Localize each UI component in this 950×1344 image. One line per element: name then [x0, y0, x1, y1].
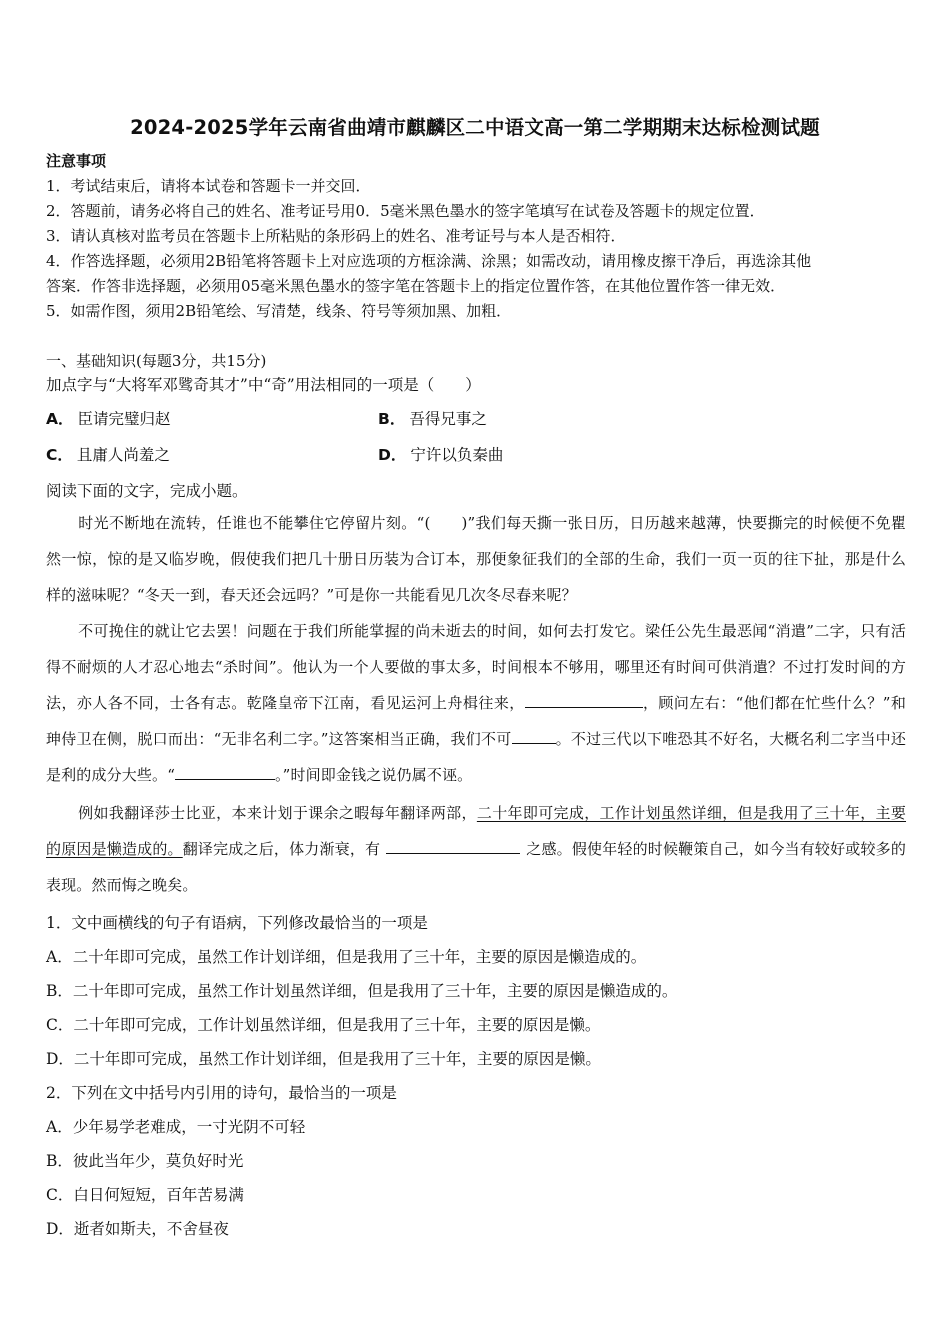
passage-text: 。”时间即金钱之说仍属不诬。 — [275, 766, 473, 784]
fill-blank — [525, 693, 643, 708]
reading-instruction: 阅读下面的文字，完成小题。 — [46, 482, 248, 500]
question-stem: 加点字与“大将军邓骘奇其才”中“奇”用法相同的一项是（ ） — [46, 376, 481, 394]
option-key: A． — [46, 410, 74, 428]
passage-text: 时光不断地在流转，任谁也不能攀住它停留片刻。“( )”我们每天撕一张日历，日历越来越薄，快要撕完的时候便不免瞿然一惊，惊的是又临岁晚，假使我们把几十册日历装为合订本，那便象征我们的全部的生命，我们一页一页的往下扯，那是什么样的滋味呢？“冬天一到，春天还会远吗？”可是你一共能看见几次冬尽春来呢？ — [46, 514, 906, 604]
section-heading: 一、基础知识(每题3分，共15分) — [46, 352, 267, 370]
notice-item: 答案．作答非选择题，必须用05毫米黑色墨水的签字笔在答题卡上的指定位置作答，在其他位置作答一律无效． — [46, 277, 786, 295]
question-2-stem: 2．下列在文中括号内引用的诗句，最恰当的一项是 — [46, 1084, 397, 1102]
option-b — [378, 409, 487, 429]
question-2-option: B．彼此当年少，莫负好时光 — [46, 1152, 244, 1170]
option-text: 且庸人尚羞之 — [76, 446, 170, 464]
question-1-option: D．二十年即可完成，虽然工作计划详细，但是我用了三十年，主要的原因是懒。 — [46, 1050, 601, 1068]
option-text: 吾得兄事之 — [409, 410, 487, 428]
fill-blank — [512, 729, 556, 744]
option-text: 宁许以负秦曲 — [410, 446, 504, 464]
option-text: 臣请完璧归赵 — [77, 410, 171, 428]
question-1-option: B．二十年即可完成，虽然工作计划虽然详细，但是我用了三十年，主要的原因是懒造成的。 — [46, 982, 678, 1000]
notice-item: 4．作答选择题，必须用2B铅笔将答题卡上对应选项的方框涂满、涂黑；如需改动，请用橡皮擦干净后，再选涂其他 — [46, 252, 812, 270]
page-title: 2024-2025学年云南省曲靖市麒麟区二中语文高一第二学期期末达标检测试题 — [130, 116, 820, 139]
notice-heading: 注意事项 — [46, 152, 107, 170]
option-key: B． — [378, 410, 406, 428]
question-2-option: C．白日何短短，百年苦易满 — [46, 1186, 244, 1204]
option-d — [378, 445, 503, 465]
passage-text: 之感。假使年轻的时候鞭策自己，如今当有较好或较多的表现。然而悔之晚矣。 — [46, 840, 906, 894]
option-key: D． — [378, 446, 407, 464]
notice-item: 1．考试结束后，请将本试卷和答题卡一并交回． — [46, 177, 371, 195]
question-2-option: A．少年易学老难成，一寸光阴不可轻 — [46, 1118, 306, 1136]
passage-paragraph-3 — [46, 795, 906, 903]
option-c — [46, 445, 170, 465]
passage-text: ，顾问左右：“他们都在忙些什么？”和珅侍卫在侧，脱口而出：“无非名利二字。”这答案相当正确，我们不可 — [46, 694, 906, 748]
passage-paragraph-1 — [46, 505, 906, 613]
question-1-option: A．二十年即可完成，虽然工作计划详细，但是我用了三十年，主要的原因是懒造成的。 — [46, 948, 647, 966]
passage-text: 不可挽住的就让它去罢！问题在于我们所能掌握的尚未逝去的时间，如何去打发它。梁任公先生最恶闻“消遣”二字，只有活得不耐烦的人才忍心地去“杀时间”。他认为一个人要做的事太多，时间根本不够用，哪里还有时间可供消遣？不过打发时间的方法，亦人各不同，士各有志。乾隆皇帝下江南，看见运河上舟楫往来， — [46, 622, 906, 712]
passage-paragraph-2 — [46, 613, 906, 793]
question-2-option: D．逝者如斯夫，不舍昼夜 — [46, 1220, 229, 1238]
question-1-stem: 1．文中画横线的句子有语病，下列修改最恰当的一项是 — [46, 914, 428, 932]
notice-item: 3．请认真核对监考员在答题卡上所粘贴的条形码上的姓名、准考证号与本人是否相符． — [46, 227, 626, 245]
notice-item: 5．如需作图，须用2B铅笔绘、写清楚，线条、符号等须加黑、加粗． — [46, 302, 512, 320]
notice-item: 2．答题前，请务必将自己的姓名、准考证号用0．5毫米黑色墨水的签字笔填写在试卷及答题卡的规定位置． — [46, 202, 765, 220]
passage-text: 翻译完成之后，体力渐衰，有 — [182, 840, 381, 858]
fill-blank — [175, 765, 275, 780]
underlined-sentence: 二十年即可完成，工作计划虽然详细，但是我用了三十年，主要的原因是懒造成的。 — [46, 804, 907, 858]
option-key: C． — [46, 446, 73, 464]
passage-text: 例如我翻译莎士比亚，本来计划于课余之暇每年翻译两部， — [78, 804, 477, 822]
question-1-option: C．二十年即可完成，工作计划虽然详细，但是我用了三十年，主要的原因是懒。 — [46, 1016, 601, 1034]
passage-text: 。不过三代以下唯恐其不好名，大概名利二字当中还是利的成分大些。“ — [46, 730, 907, 784]
fill-blank — [386, 839, 520, 854]
option-a — [46, 409, 171, 429]
